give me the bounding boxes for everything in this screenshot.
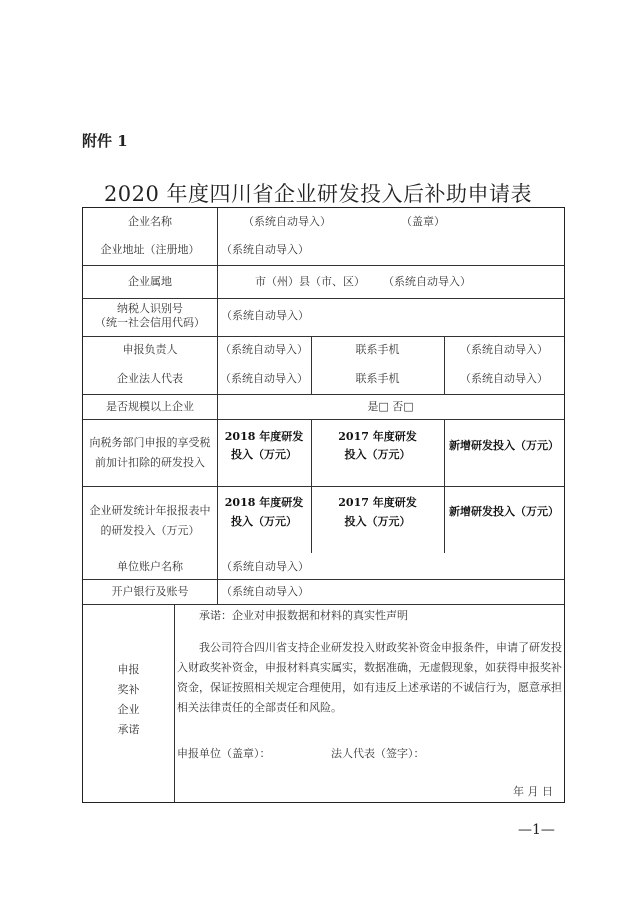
tax-rd-2017-header: 2017 年度研发 xyxy=(338,430,417,443)
seal-note: （盖章） xyxy=(401,215,445,228)
row-divider xyxy=(83,419,564,420)
stat-rd-2018-header-sub: 投入（万元） xyxy=(231,515,297,528)
applicant-label: 申报负责人 xyxy=(122,343,178,356)
applicant-phone-label: 联系手机 xyxy=(355,343,400,356)
applicant-phone-value[interactable]: （系统自动导入） xyxy=(460,343,548,356)
commitment-paragraph: 我公司符合四川省支持企业研发投入财政奖补资金申报条件，申请了研发投入财政奖补资金，申报材料真实属实，数据准确，无虚假现象，如获得申报奖补资金，保证按照相关规定合理使用，如有违反上述承诺的不诚信行为，愿意承担相关法律责任的全部责任和风险。 xyxy=(177,641,562,714)
row-divider xyxy=(83,604,564,605)
company-location-label: 企业属地 xyxy=(128,275,172,288)
commitment-label-3: 企业 xyxy=(117,703,140,716)
tax-id-value[interactable]: （系统自动导入） xyxy=(221,309,309,322)
scale-checkboxes[interactable]: 是□ 否□ xyxy=(367,400,414,413)
bank-value[interactable]: （系统自动导入） xyxy=(221,585,309,598)
stat-rd-2018-header: 2018 年度研发 xyxy=(224,496,304,509)
row-divider xyxy=(83,265,564,266)
company-location-auto: （系统自动导入） xyxy=(383,275,471,288)
row-divider xyxy=(83,298,564,299)
row-divider xyxy=(83,394,564,395)
tax-rd-2018-header-sub: 投入（万元） xyxy=(231,448,297,461)
applicant-value[interactable]: （系统自动导入） xyxy=(220,343,308,356)
stat-rd-label: 企业研发统计年报报表中 xyxy=(89,504,211,517)
unit-signature-label[interactable]: 申报单位（盖章）： xyxy=(177,747,271,760)
tax-rd-label: 向税务部门申报的享受税 xyxy=(89,436,211,449)
company-location-value[interactable]: 市（州）县（市、区） xyxy=(255,275,365,288)
tax-id-label-sub: （统一社会信用代码） xyxy=(95,316,205,329)
legal-rep-label: 企业法人代表 xyxy=(117,372,183,385)
commitment-heading: 承诺：企业对申报数据和材料的真实性声明 xyxy=(199,609,408,622)
row-divider xyxy=(83,579,564,580)
company-address-value[interactable]: （系统自动导入） xyxy=(221,243,309,256)
row-divider xyxy=(83,486,564,487)
tax-rd-new-header: 新增研发投入（万元） xyxy=(449,439,559,452)
scale-label: 是否规模以上企业 xyxy=(106,400,194,413)
rep-signature-label[interactable]: 法人代表（签字）： xyxy=(331,747,425,760)
tax-rd-label-sub: 前加计扣除的研发投入 xyxy=(95,456,205,469)
legal-rep-phone-label: 联系手机 xyxy=(355,372,400,385)
tax-id-label: 纳税人识别号 xyxy=(117,302,183,315)
stat-rd-2017-header-sub: 投入（万元） xyxy=(344,515,411,528)
stat-rd-new-header: 新增研发投入（万元） xyxy=(449,505,559,518)
stat-rd-2017-header: 2017 年度研发 xyxy=(338,496,417,509)
date-field[interactable]: 年 月 日 xyxy=(513,785,553,798)
commitment-label-2: 奖补 xyxy=(117,683,140,696)
stat-rd-label-sub: 的研发投入（万元） xyxy=(100,524,200,537)
row-divider xyxy=(83,336,564,337)
form-title: 2020 年度四川省企业研发投入后补助申请表 xyxy=(103,182,533,206)
company-name-label: 企业名称 xyxy=(128,215,172,228)
tax-rd-2018-header: 2018 年度研发 xyxy=(224,430,304,443)
account-name-value[interactable]: （系统自动导入） xyxy=(221,560,309,573)
bank-label: 开户银行及账号 xyxy=(111,585,189,598)
page-number: —1— xyxy=(518,822,555,838)
company-address-label: 企业地址（注册地） xyxy=(100,243,200,256)
col-divider xyxy=(174,604,175,802)
legal-rep-phone-value[interactable]: （系统自动导入） xyxy=(460,372,548,385)
commitment-label-1: 申报 xyxy=(117,663,140,676)
attachment-label: 附件 1 xyxy=(82,132,128,150)
commitment-label-4: 承诺 xyxy=(117,723,140,736)
application-table xyxy=(82,207,565,803)
tax-rd-2017-header-sub: 投入（万元） xyxy=(344,448,411,461)
company-name-value[interactable]: （系统自动导入） xyxy=(243,215,331,228)
legal-rep-value[interactable]: （系统自动导入） xyxy=(220,372,308,385)
account-name-label: 单位账户名称 xyxy=(117,560,183,573)
